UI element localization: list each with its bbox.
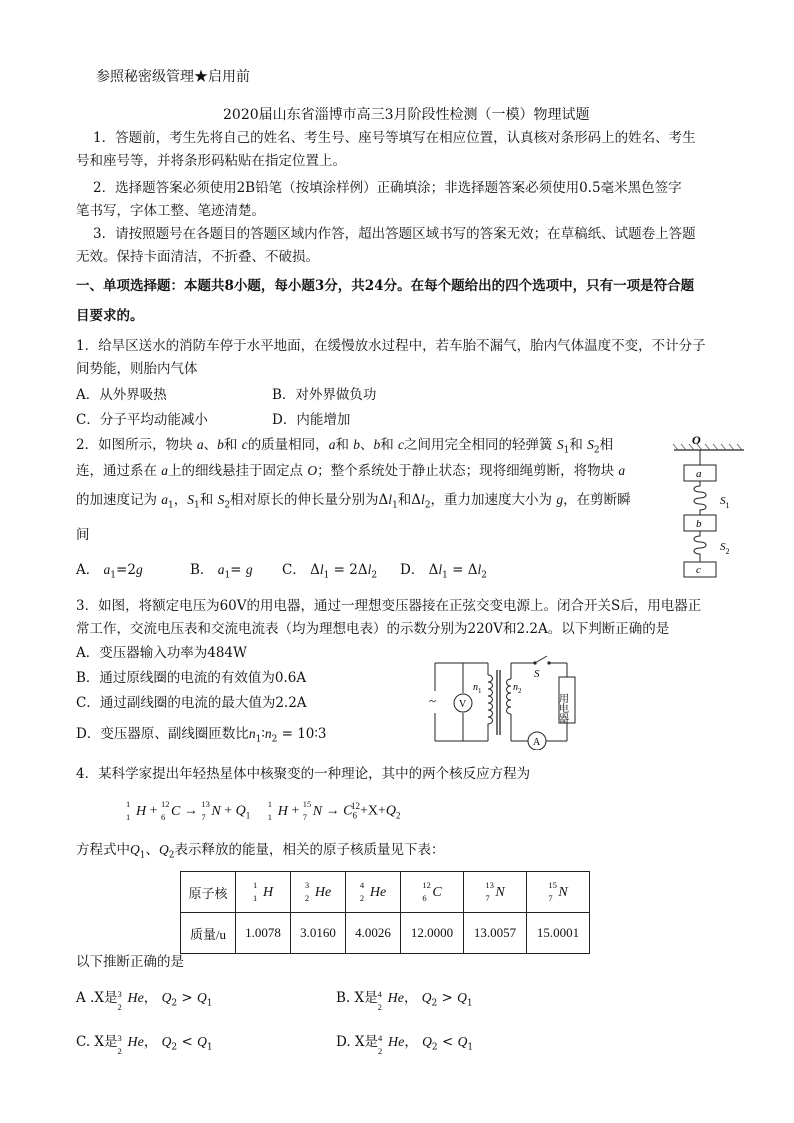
q3-option-a: A．变压器输入功率为484W <box>76 645 247 661</box>
q3-stem-line-1: 3．如图，将额定电压为60V的用电器，通过一理想变压器接在正弦交变电源上。闭合开关S后，用电器正 <box>76 598 702 614</box>
block-b-label: b <box>696 518 702 530</box>
q4-stem-line-1: 4．某科学家提出年轻热星体中核聚变的一种理论，其中的两个核反应方程为 <box>76 766 531 782</box>
q4-option-d: D. X是 He 4 2 ， $Q_2 < Q_1$ <box>336 1033 474 1056</box>
mass-he3: 3.0160 <box>291 913 346 954</box>
q2-option-a: A． $a_1=2g$ <box>76 562 143 581</box>
q3-option-b: B．通过原线圈的电流的有效值为0.6A <box>76 670 307 686</box>
q1-option-a: A．从外界吸热 <box>76 387 167 403</box>
n1-label: $n_1$ <box>473 682 482 695</box>
q4-option-b: B. X是 He 4 2 ， $Q_2 > Q_1$ <box>336 989 473 1012</box>
ammeter-label: A <box>533 737 541 748</box>
q4-reaction-equations: H 1 1 + C 12 6 → N 13 7 + $Q_1$ H 1 1 + N 15 7 → $C_6^{12}+X+Q_2$ <box>126 798 401 822</box>
n2-label: $n_2$ <box>513 682 522 695</box>
block-a-label: a <box>696 468 702 480</box>
q4-table-intro: 方程式中$Q_1$、$Q_2$表示释放的能量，相关的原子核质量见下表： <box>76 842 445 861</box>
q4-conclusion: 以下推断正确的是 <box>76 954 184 970</box>
table-header-cell: 原子核 <box>181 872 236 913</box>
q3-stem-line-2: 常工作，交流电压表和交流电流表（均为理想电表）的示数分别为220V和2.2A。以下判断正确的是 <box>76 621 670 637</box>
ac-source-symbol: ~ <box>429 693 437 708</box>
spring-s1 <box>694 481 706 515</box>
q1-option-b: B．对外界做负功 <box>272 387 377 403</box>
spring-s2-label: $S_2$ <box>720 541 730 556</box>
nucleus-c12: C 12 6 <box>401 872 464 913</box>
note-3-line-2: 无效。保持卡面清洁，不折叠、不破损。 <box>76 249 319 265</box>
q3-option-d: D．变压器原、副线圈匝数比$n_1∶n_2$ = 10∶3 <box>76 726 327 745</box>
q1-option-c: C．分子平均动能减小 <box>76 412 208 428</box>
mass-n15: 15.0001 <box>527 913 590 954</box>
q1-option-d: D．内能增加 <box>272 412 351 428</box>
spring-s1-label: $S_1$ <box>720 495 730 510</box>
q2-option-b: B． $a_1= g$ <box>190 562 253 581</box>
pivot-o-label: O <box>692 433 701 447</box>
note-2-line-2: 笔书写，字体工整、笔迹清楚。 <box>76 203 265 219</box>
q1-stem-line-1: 1．给旱区送水的消防车停于水平地面，在缓慢放水过程中，若车胎不漏气，胎内气体温度不变，不计分子 <box>76 338 706 354</box>
block-c-label: c <box>696 564 701 576</box>
q2-stem-line-1: 2．如图所示，物块 a、b和 c的质量相同，a和 b、b和 c之间用完全相同的轻弹簧 $S_1$和 $S_2$相 <box>76 437 614 456</box>
exam-title: 2020届山东省淄博市高三3月阶段性检测（一模）物理试题 <box>223 107 590 123</box>
nucleus-he4: He 4 2 <box>346 872 401 913</box>
nucleus-h1: H 1 1 <box>236 872 291 913</box>
mass-n13: 13.0057 <box>464 913 527 954</box>
section-1-heading-line-1: 一、单项选择题：本题共8小题，每小题3分，共24分。在每个题给出的四个选项中，只有一项是符合题 <box>76 278 695 294</box>
table-row-label: 质量/u <box>181 913 236 954</box>
spring-s2 <box>694 531 706 562</box>
mass-he4: 4.0026 <box>346 913 401 954</box>
q2-stem-line-2: 连，通过系在 a上的细线悬挂于固定点 O；整个系统处于静止状态；现将细绳剪断，将物块 a <box>76 463 626 479</box>
q3-option-c: C．通过副线圈的电流的最大值为2.2A <box>76 695 307 711</box>
switch-label: S <box>534 668 540 680</box>
note-1-line-2: 号和座号等，并将条形码粘贴在指定位置上。 <box>76 153 346 169</box>
note-3-line-1: 3．请按照题号在各题目的答题区域内作答，超出答题区域书写的答案无效；在草稿纸、试题卷上答题 <box>93 226 696 242</box>
q2-option-c: C． $\Delta l_1 = 2\Delta l_2$ <box>282 562 378 581</box>
nucleus-n15: N 15 7 <box>527 872 590 913</box>
nucleus-he3: He 3 2 <box>291 872 346 913</box>
table-row <box>181 913 590 954</box>
section-1-heading-line-2: 目要求的。 <box>76 308 144 324</box>
q4-option-a: A .X是 He 3 2 ， $Q_2 > Q_1$ <box>76 989 213 1012</box>
mass-h1: 1.0078 <box>236 913 291 954</box>
q4-option-c: C. X是 He 3 2 ， $Q_2 < Q_1$ <box>76 1033 213 1056</box>
voltmeter-label: V <box>459 699 467 710</box>
secrecy-label: 参照秘密级管理★启用前 <box>96 69 250 85</box>
q1-stem-line-2: 间势能，则胎内气体 <box>76 361 198 377</box>
load-label: 用电器 <box>556 693 568 723</box>
note-1-line-1: 1．答题前，考生先将自己的姓名、考生号、座号等填写在相应位置，认真核对条形码上的姓名、考生 <box>93 130 696 146</box>
q2-stem-line-4: 间 <box>76 527 90 543</box>
q2-spring-figure <box>652 432 752 580</box>
q2-stem-line-3: 的加速度记为 $a_1$，$S_1$和 $S_2$相对原长的伸长量分别为$\Delta l_1$和$\Delta l_2$，重力加速度大小为 g，在剪断瞬 <box>76 492 631 511</box>
q2-option-d: D． $\Delta l_1 = \Delta l_2$ <box>400 562 488 581</box>
table-row <box>181 872 590 913</box>
q3-circuit-figure <box>425 655 595 750</box>
nucleus-mass-table <box>180 871 590 954</box>
mass-c12: 12.0000 <box>401 913 464 954</box>
note-2-line-1: 2．选择题答案必须使用2B铅笔（按填涂样例）正确填涂；非选择题答案必须使用0.5毫米黑色签字 <box>93 180 682 196</box>
nucleus-n13: N 13 7 <box>464 872 527 913</box>
